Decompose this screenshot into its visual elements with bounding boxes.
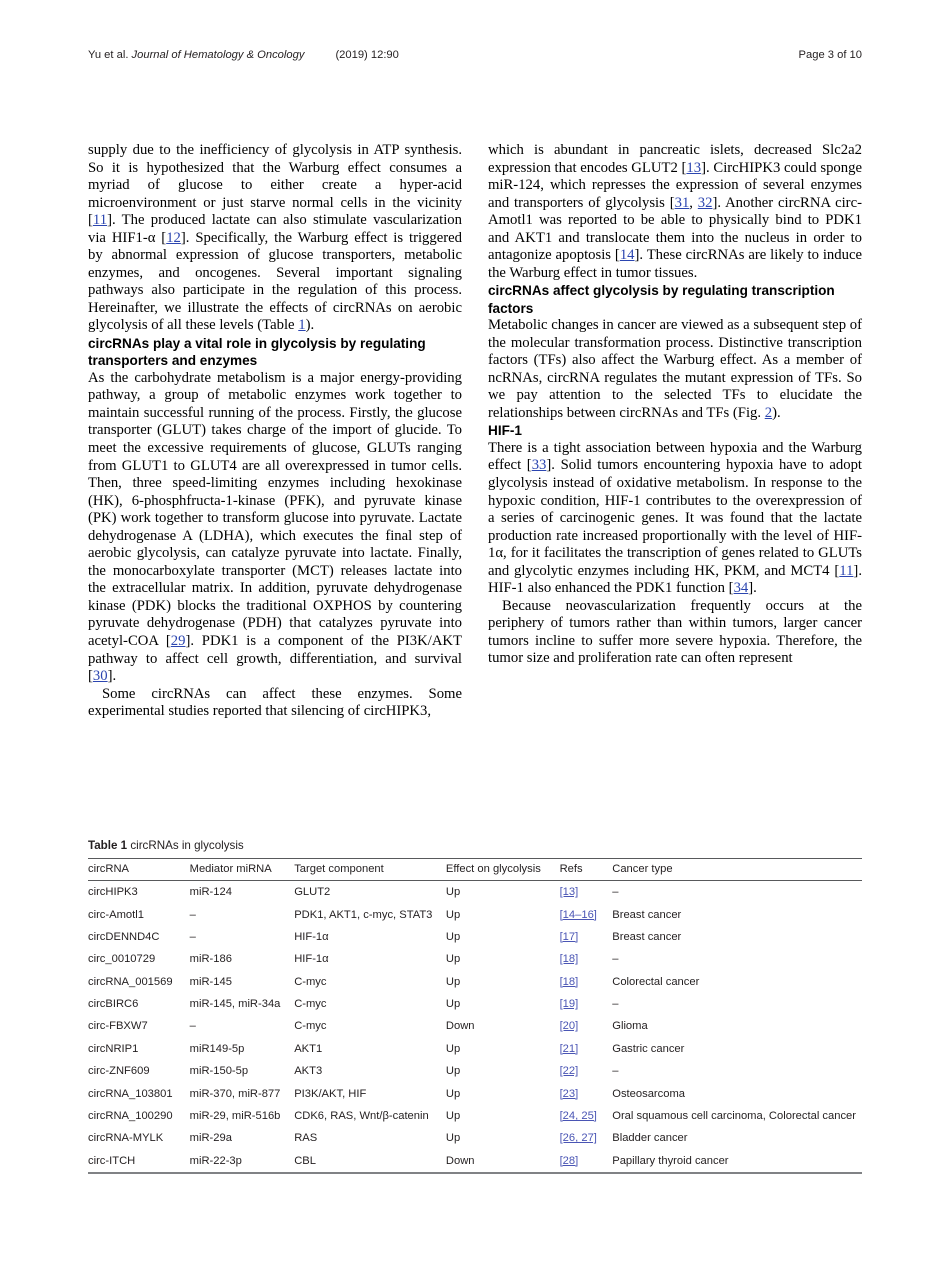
para-text: There is a tight association between hypoxia and the Warburg effect [ xyxy=(488,439,862,474)
para-text: ]. PDK1 is a component of the PI3K/AKT pathway to affect cell growth, differentiation, and survival [ xyxy=(88,633,463,685)
table-citation-link[interactable]: [18] xyxy=(559,953,579,966)
table-label: Table 1 xyxy=(88,839,128,852)
para-text: ]. Another circRNA circ-Amotl1 was reported to be able to physically bind to PDK1 and AKT1 and translocate them into the nucleus in order to antagonize apoptosis [ xyxy=(488,194,862,264)
table-citation-link[interactable]: [18] xyxy=(559,975,579,988)
cell-effect: Up xyxy=(445,953,461,966)
para-text: ]. HIF-1 also enhanced the PDK1 function [ xyxy=(488,562,862,597)
cell-cancer: Glioma xyxy=(612,1020,648,1033)
running-head-journal: Journal of Hematology & Oncology xyxy=(131,49,305,61)
cell-circrna: circ-FBXW7 xyxy=(88,1020,148,1033)
table-caption-text: circRNAs in glycolysis xyxy=(130,839,244,852)
citation-link-13[interactable]: 13 xyxy=(686,159,702,176)
column-header-mediator: Mediator miRNA xyxy=(190,859,295,881)
cell-mediator: miR-29, miR-516b xyxy=(189,1109,281,1122)
right-paragraph-2 xyxy=(488,317,862,422)
cell-mediator: miR-22-3p xyxy=(190,1150,295,1173)
table-row xyxy=(88,1038,862,1060)
table-citation-link[interactable]: [13] xyxy=(559,886,579,899)
cell-refs[interactable] xyxy=(560,881,613,904)
cell-refs[interactable] xyxy=(560,971,613,993)
left-paragraph-1 xyxy=(88,142,462,335)
figure-link-2[interactable]: 2 xyxy=(764,404,773,421)
cell-effect: Up xyxy=(445,1087,461,1100)
body-columns xyxy=(88,142,862,822)
left-paragraph-3: Some circRNAs can affect these enzymes. Some experimental studies reported that silencing of circHIPK3, xyxy=(88,685,462,720)
cell-circrna: circ-ZNF609 xyxy=(88,1065,150,1078)
cell-refs[interactable] xyxy=(560,1150,613,1173)
cell-effect: Up xyxy=(445,1042,461,1055)
cell-refs[interactable] xyxy=(560,1060,613,1082)
cell-effect: Up xyxy=(445,1132,461,1145)
cell-effect: Up xyxy=(445,886,461,899)
cell-cancer: Breast cancer xyxy=(612,930,682,943)
para-text: supply due to the inefficiency of glycolysis in ATP synthesis. So it is hypothesized that the Warburg effect consumes a myriad of glucose to either create a hyper-acid microenvironment or just starve normal cells in the vicinity [ xyxy=(88,142,462,229)
table-citation-link[interactable]: [20] xyxy=(559,1020,579,1033)
para-text: ]. CircHIPK3 could sponge miR-124, which represses the expression of several enzymes and transporters of glycolysis [ xyxy=(488,159,862,211)
running-head-authors: Yu et al. xyxy=(88,49,129,61)
citation-link-34[interactable]: 34 xyxy=(733,580,749,597)
column-header-cancer: Cancer type xyxy=(612,859,862,881)
cell-effect: Up xyxy=(445,998,461,1011)
cell-circrna: circNRIP1 xyxy=(88,1042,139,1055)
running-head-source xyxy=(88,49,304,61)
cell-cancer: Bladder cancer xyxy=(612,1132,688,1145)
cell-target: PI3K/AKT, HIF xyxy=(294,1087,367,1100)
cell-target: C-myc xyxy=(294,1020,327,1033)
cell-refs[interactable] xyxy=(560,993,613,1015)
cell-circrna: circRNA_103801 xyxy=(88,1087,173,1100)
table-citation-link[interactable]: [22] xyxy=(559,1065,579,1078)
table-header-row xyxy=(88,859,862,881)
right-heading-hif1: HIF-1 xyxy=(488,423,522,439)
citation-link-11[interactable]: 11 xyxy=(92,212,108,229)
cell-target: AKT3 xyxy=(294,1065,323,1078)
right-heading-transcription-factors: circRNAs affect glycolysis by regulating transcription factors xyxy=(488,283,835,316)
table-row xyxy=(88,881,862,904)
cell-target: PDK1, AKT1, c-myc, STAT3 xyxy=(294,908,433,921)
cell-target: HIF-1α xyxy=(294,953,329,966)
table-citation-link[interactable]: [14–16] xyxy=(559,908,597,921)
citation-link-14[interactable]: 14 xyxy=(619,247,635,264)
cell-cancer: – xyxy=(612,886,619,899)
cell-cancer: – xyxy=(612,998,619,1011)
cell-mediator: miR-145 xyxy=(189,975,232,988)
para-text: , xyxy=(689,194,698,211)
cell-effect: Down xyxy=(446,1150,560,1173)
column-header-refs: Refs xyxy=(560,859,613,881)
right-paragraph-3 xyxy=(488,440,862,598)
table-row xyxy=(88,926,862,948)
table-citation-link[interactable]: [26, 27] xyxy=(559,1132,597,1145)
table-citation-link[interactable]: [23] xyxy=(559,1087,579,1100)
cell-mediator: miR149-5p xyxy=(189,1042,245,1055)
cell-refs[interactable] xyxy=(560,1082,613,1104)
cell-cancer: – xyxy=(612,953,619,966)
cell-cancer: Osteosarcoma xyxy=(612,1087,685,1100)
right-column xyxy=(488,142,862,822)
table-row xyxy=(88,1082,862,1104)
table-row xyxy=(88,1105,862,1127)
table-head xyxy=(88,859,862,881)
para-text: ]. Solid tumors encountering hypoxia have to adopt glycolysis instead of oxidative metabolism. In response to the hypoxic condition, HIF-1 contributes to the overexpression of a series of carcinogenic genes. It was found that the lactate production rate increased proportionally with the level of HIF-1α, for it facilitates the transcription of genes related to GLUTs and glycolytic enzymes including HK, PKM, and MCT4 [ xyxy=(488,457,862,579)
running-head xyxy=(88,49,862,67)
column-header-circrna: circRNA xyxy=(88,859,190,881)
table-row xyxy=(88,1015,862,1037)
cell-effect: Up xyxy=(445,975,461,988)
cell-target: RAS xyxy=(294,1132,318,1145)
cell-refs[interactable] xyxy=(560,1105,613,1127)
citation-link-31[interactable]: 31 xyxy=(674,194,690,211)
cell-effect: Up xyxy=(445,908,461,921)
cell-effect: Up xyxy=(445,930,461,943)
cell-refs[interactable] xyxy=(560,948,613,970)
cell-refs[interactable] xyxy=(560,1127,613,1149)
citation-link-12[interactable]: 12 xyxy=(166,229,181,246)
left-heading-transporters-enzymes: circRNAs play a vital role in glycolysis by regulating transporters and enzymes xyxy=(88,336,426,369)
citation-link-29[interactable]: 29 xyxy=(170,633,186,650)
citation-link-30[interactable]: 30 xyxy=(92,668,108,685)
cell-mediator: – xyxy=(189,930,196,943)
cell-circrna: circ_0010729 xyxy=(88,953,156,966)
cell-effect: Up xyxy=(445,1109,461,1122)
cell-refs[interactable] xyxy=(560,1015,613,1037)
table-row xyxy=(88,1150,862,1173)
table-citation-link[interactable]: [24, 25] xyxy=(559,1109,597,1122)
cell-mediator: miR-145, miR-34a xyxy=(189,998,281,1011)
table-citation-link[interactable]: [19] xyxy=(559,998,579,1011)
cell-cancer: Gastric cancer xyxy=(612,1042,685,1055)
para-text: ]. Specifically, the Warburg effect is triggered by abnormal expression of glucose transporters, metabolic enzymes, and oncogenes. Several important signaling pathways also participate in the regulation of this process. Hereinafter, we illustrate the effects of circRNAs on aerobic glycolysis of all these levels (Table xyxy=(88,229,462,334)
column-header-target: Target component xyxy=(294,859,446,881)
cell-cancer: Papillary thyroid cancer xyxy=(612,1150,862,1173)
page-number: Page 3 of 10 xyxy=(798,49,862,61)
cell-effect: Down xyxy=(445,1020,475,1033)
table-row xyxy=(88,1127,862,1149)
para-text: ]. xyxy=(107,668,117,685)
cell-refs[interactable] xyxy=(560,926,613,948)
cell-refs[interactable] xyxy=(560,1038,613,1060)
table-1-block xyxy=(88,838,862,1174)
cell-mediator: miR-370, miR-877 xyxy=(189,1087,281,1100)
cell-circrna: circRNA-MYLK xyxy=(88,1132,164,1145)
para-text: ). xyxy=(772,404,781,421)
table-citation-link[interactable]: [17] xyxy=(559,930,579,943)
table-row xyxy=(88,993,862,1015)
citation-link-33[interactable]: 33 xyxy=(531,457,547,474)
para-text: ]. These circRNAs are likely to induce the Warburg effect in tumor tissues. xyxy=(488,247,862,281)
right-paragraph-1 xyxy=(488,142,862,282)
cell-mediator: miR-29a xyxy=(189,1132,232,1145)
running-head-citation: (2019) 12:90 xyxy=(335,49,399,61)
column-header-effect: Effect on glycolysis xyxy=(446,859,560,881)
cell-circrna: circHIPK3 xyxy=(88,886,138,899)
cell-mediator: miR-150-5p xyxy=(189,1065,249,1078)
cell-circrna: circ-Amotl1 xyxy=(88,908,144,921)
cell-cancer: Oral squamous cell carcinoma, Colorectal cancer xyxy=(612,1109,856,1122)
cell-target: GLUT2 xyxy=(294,886,331,899)
table-body xyxy=(88,881,862,1173)
table-row xyxy=(88,948,862,970)
para-text: ]. The produced lactate can also stimulate vascularization via HIF1-α [ xyxy=(88,212,462,246)
cell-cancer: – xyxy=(612,1065,619,1078)
cell-target: CBL xyxy=(294,1150,446,1173)
cell-effect: Up xyxy=(445,1065,461,1078)
para-text: which is abundant in pancreatic islets, decreased Slc2a2 expression that encodes GLUT2 [ xyxy=(488,142,862,176)
cell-mediator: – xyxy=(189,1020,196,1033)
table-circrnas-in-glycolysis xyxy=(88,858,862,1174)
cell-circrna: circRNA_001569 xyxy=(88,975,173,988)
cell-target: C-myc xyxy=(294,975,327,988)
para-text: As the carbohydrate metabolism is a major energy-providing pathway, a group of metabolic enzymes work together to maintain successful running of the process. Firstly, the glucose transporter (GLUT) takes charge of the import of glucide. To meet the excessive requirements of glucose, GLUTs ranging from GLUT1 to GLUT4 are all overexpressed in tumor cells. Then, three speed-limiting enzymes including hexokinase (HK), 6-phosphfructa-1-kinase (PFK), and pyruvate kinase (PK) work together to transform glucose into pyruvate. Lactate dehydrogenase A (LDHA), which executes the final step of aerobic glycolysis, can catalyze pyruvate into lactate. Finally, the monocarboxylate transporter (MCT) releases lactate into the extracellular matrix. In addition, pyruvate dehydrogenase kinase (PDK) blocks the traditional OXPHOS by countering pyruvate dehydrogenase (PDH) that catalyzes pyruvate into acetyl-COA [ xyxy=(88,369,462,650)
table-row xyxy=(88,903,862,925)
cell-circrna: circRNA_100290 xyxy=(88,1109,173,1122)
table-row xyxy=(88,1060,862,1082)
table-citation-link[interactable]: [28] xyxy=(559,1154,579,1167)
table-link-1[interactable]: 1 xyxy=(298,317,306,334)
right-paragraph-4: Because neovascularization frequently occurs at the periphery of tumors rather than within tumors, larger cancer tumors incline to suffer more severe hypoxia. Therefore, the tumor size and proliferation rate can often represent xyxy=(488,597,862,667)
cell-cancer: Breast cancer xyxy=(612,908,682,921)
cell-target: CDK6, RAS, Wnt/β-catenin xyxy=(294,1109,429,1122)
citation-link-32[interactable]: 32 xyxy=(697,194,713,211)
cell-target: HIF-1α xyxy=(294,930,329,943)
cell-refs[interactable] xyxy=(560,903,613,925)
cell-target: AKT1 xyxy=(294,1042,323,1055)
table-caption xyxy=(88,838,862,853)
cell-circrna: circDENND4C xyxy=(88,930,160,943)
cell-target: C-myc xyxy=(294,998,327,1011)
para-text: ]. xyxy=(748,580,757,597)
citation-link-11b[interactable]: 11 xyxy=(839,562,854,579)
para-text: Metabolic changes in cancer are viewed as a subsequent step of the molecular transformation process. Distinctive transcription factors (TFs) also affect the Warburg effect. As a member of ncRNAs, circRNA regulates the mutant expression of TFs. So we pay attention to the selected TFs to elucidate the relationships between circRNAs and TFs (Fig. xyxy=(488,317,862,421)
cell-circrna: circBIRC6 xyxy=(88,998,139,1011)
cell-mediator: miR-186 xyxy=(189,953,232,966)
cell-mediator: – xyxy=(189,908,196,921)
left-column xyxy=(88,142,462,822)
table-citation-link[interactable]: [21] xyxy=(559,1042,579,1055)
cell-cancer: Colorectal cancer xyxy=(612,975,700,988)
para-text: ). xyxy=(305,317,315,334)
table-row xyxy=(88,971,862,993)
left-paragraph-2 xyxy=(88,370,462,686)
cell-mediator: miR-124 xyxy=(189,886,232,899)
cell-circrna: circ-ITCH xyxy=(88,1150,190,1173)
